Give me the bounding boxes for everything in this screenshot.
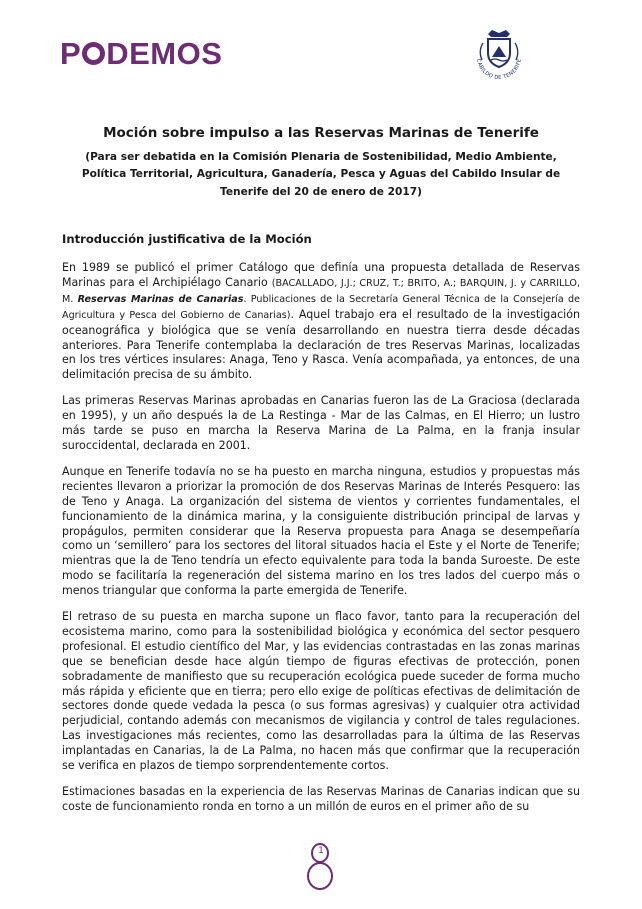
paragraph-1 [62,261,580,383]
podemos-logo-rest: DEMOS [106,36,223,71]
citation-title: Reservas Marinas de Canarias [77,293,244,305]
cabildo-seal-icon [468,26,530,88]
paragraph-2: Las primeras Reservas Marinas aprobadas en Canarias fueron las de La Graciosa (declarada en 1995), y un año después la de La Restinga - Mar de las Calmas, en El Hierro; un lustro más tarde se puso en marcha la Reserva Marina de La Palma, en la franja insular suroccidental, declarada en 2001. [62,394,580,452]
citation-authors: (BACALLADO, J.J.; CRUZ, T.; BRITO, A.; BARQUIN, J. y CARRILLO, M. [62,277,580,305]
paragraph-3: Aunque en Tenerife todavía no se ha puesto en marcha ninguna, estudios y propuestas más recientes llevaron a priorizar la promoción de dos Reservas Marinas de Interés Pesquero: las de Teno y Anaga. La organización del sistema de vientos y corrientes fundamentales, el funcionamiento de la dinámica marina, y la consiguiente distribución principal de larvas y propágulos, permiten considerar que la Reserva propuesta para Anaga se desempeñaría como un ‘semillero’ para los sectores del litoral situados hacia el Este y el Norte de Tenerife; mientras que la de Teno tendría un efecto equivalente para toda la banda Suroeste. De este modo se facilitaría la regeneración del sistema marino en los tres lados del cuerpo más o menos triangular que conforma la parte emergida de Tenerife. [62,464,580,598]
podemos-logo-p: P [60,36,82,71]
section-heading: Introducción justificativa de la Moción [62,232,312,246]
citation-rest: . Publicaciones de la Secretaría General Técnica de la Consejería de Agricultura y Pesca del Gobierno de Canarias) [62,293,580,321]
podemos-logo [60,38,222,69]
document-title: Moción sobre impulso a las Reservas Marinas de Tenerife [103,125,539,141]
paragraph-1-part2: . Aquel trabajo era el resultado de la investigación oceanográfica y biológica que se venía desarrollando en nuestra tierra desde décadas anteriores. Para Tenerife contemplaba la declaración de tres Reservas Marinas, localizadas en los tres vértices insulares: Anaga, Teno y Rasca. Venía acompañada, ya entonces, de una delimitación precisa de su ámbito. [62,307,580,382]
page-number: 1 [318,846,324,856]
podemos-logo-circle-icon [82,42,105,65]
seal-text: CABILDO DE TENERIFE [475,58,523,82]
document-subtitle: (Para ser debatida en la Comisión Plenaria de Sostenibilidad, Medio Ambiente, Política Territorial, Agricultura, Ganadería, Pesca y Aguas del Cabildo Insular de Tenerife del 20 de enero de 2017) [81,151,561,198]
paragraph-1-part1: En 1989 se publicó el primer Catálogo que definía una propuesta detallada de Reservas Marinas para el Archipiélago Canario [62,261,580,289]
paragraph-4: El retraso de su puesta en marcha supone un flaco favor, tanto para la recuperación del ecosistema marino, como para la sostenibilidad biológica y económica del sector pesquero profesional. El estudio científico del Mar, y las evidencias contrastadas en las zonas marinas que se benefician desde hace algún tiempo de figuras efectivas de protección, ponen sobradamente de manifiesto que su recuperación ecológica puede suceder de forma mucho más rápida y eficiente que en tierra; pero ello exige de políticas efectivas de delimitación de sectores donde quede vedada la pesca (o sus formas agresivas) y cualquier otra actividad perjudicial, contando además con mecanismos de vigilancia y control de tales regulaciones. Las investigaciones más recientes, como las desarrolladas para la última de las Reservas implantadas en Canarias, la de La Palma, no hacen más que confirmar que la recuperación se verifica en plazos de tiempo sorprendentemente cortos. [62,610,580,773]
document-body [62,261,580,826]
paragraph-5: Estimaciones basadas en la experiencia de las Reservas Marinas de Canarias indican que su coste de funcionamiento ronda en torno a un millón de euros en el primer año de su [62,785,580,813]
